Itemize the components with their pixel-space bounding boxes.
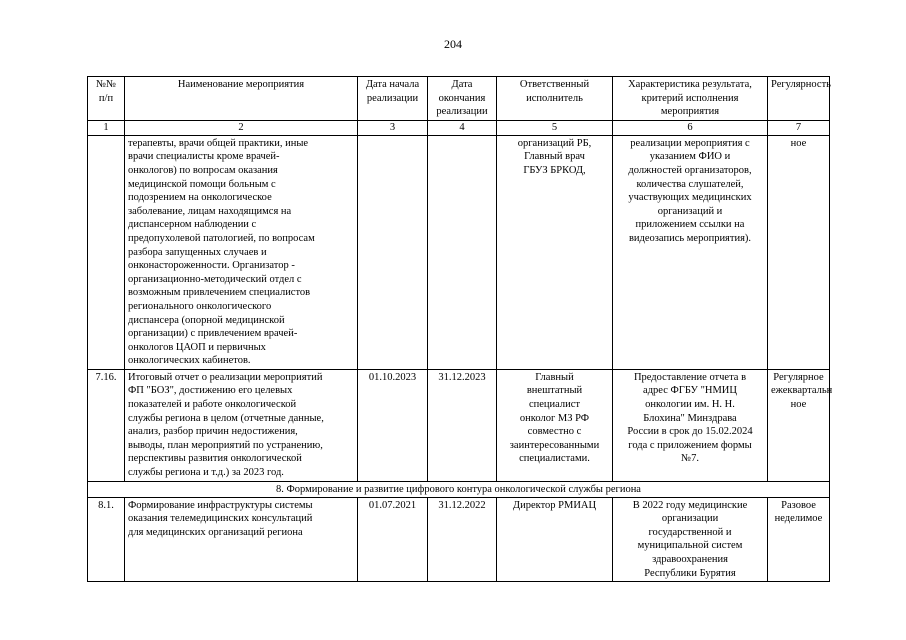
section-row xyxy=(88,481,830,497)
column-header: №№ п/п xyxy=(88,77,125,121)
start-date: 01.10.2023 xyxy=(358,369,428,481)
column-number: 6 xyxy=(613,120,768,135)
regularity: ное xyxy=(768,135,830,369)
result-criteria: В 2022 году медицинские организации государственной и муниципальной систем здравоохранения Республики Бурятия xyxy=(613,497,768,582)
responsible-executor: Директор РМИАЦ xyxy=(497,497,613,582)
column-header: Наименование мероприятия xyxy=(125,77,358,121)
row-number: 8.1. xyxy=(88,497,125,582)
start-date: 01.07.2021 xyxy=(358,497,428,582)
activity-name: терапевты, врачи общей практики, иные врачи специалисты кроме врачей- онкологов) по вопросам оказания медицинской помощи больным с подозрением на онкологическое заболевание, лицам находящимся на диспансерном наблюдении с предопухолевой патологией, по вопросам разбора запущенных случаев и онконастороженности. Организатор - организационно-методический отдел с возможным привлечением специалистов регионального онкологического диспансера (опорной медицинской организации) с привлечением врачей- онкологов ЦАОП и первичных онкологических кабинетов. xyxy=(125,135,358,369)
column-header: Дата окончания реализации xyxy=(428,77,497,121)
column-header: Характеристика результата, критерий исполнения мероприятия xyxy=(613,77,768,121)
end-date xyxy=(428,135,497,369)
header-row xyxy=(88,77,830,121)
activity-name: Итоговый отчет о реализации мероприятий ФП "БОЗ", достижению его целевых показателей и работе онкологической службы региона в целом (отчетные данные, анализ, разбор причин недостижения, выводы, план мероприятий по устранению, перспективы развития онкологической службы региона и т.д.) за 2023 год. xyxy=(125,369,358,481)
responsible-executor: организаций РБ, Главный врач ГБУЗ БРКОД, xyxy=(497,135,613,369)
table-body xyxy=(88,77,833,582)
action-plan-table xyxy=(87,76,833,582)
page-number: 204 xyxy=(444,37,462,51)
column-number-row xyxy=(88,120,830,135)
column-number: 7 xyxy=(768,120,830,135)
table-row xyxy=(88,497,830,582)
column-number: 2 xyxy=(125,120,358,135)
start-date xyxy=(358,135,428,369)
result-criteria: реализации мероприятия с указанием ФИО и должностей организаторов, количества слушателей, участвующих медицинских организаций и приложением ссылки на видеозапись мероприятия). xyxy=(613,135,768,369)
column-header: Дата начала реализации xyxy=(358,77,428,121)
table-row xyxy=(88,369,830,481)
row-number xyxy=(88,135,125,369)
end-date: 31.12.2023 xyxy=(428,369,497,481)
column-header: Регулярность xyxy=(768,77,830,121)
column-number: 1 xyxy=(88,120,125,135)
end-date: 31.12.2022 xyxy=(428,497,497,582)
row-number: 7.16. xyxy=(88,369,125,481)
section-title: 8. Формирование и развитие цифрового контура онкологической службы региона xyxy=(88,481,830,497)
responsible-executor: Главный внештатный специалист онколог МЗ РФ совместно с заинтересованными специалистами. xyxy=(497,369,613,481)
regularity: Разовое неделимое xyxy=(768,497,830,582)
column-header: Ответственный исполнитель xyxy=(497,77,613,121)
activity-name: Формирование инфраструктуры системы оказания телемедицинских консультаций для медицинских организаций региона xyxy=(125,497,358,582)
regularity: Регулярное ежеквартальн ное xyxy=(768,369,830,481)
table-row xyxy=(88,135,830,369)
column-number: 4 xyxy=(428,120,497,135)
column-number: 3 xyxy=(358,120,428,135)
column-number: 5 xyxy=(497,120,613,135)
result-criteria: Предоставление отчета в адрес ФГБУ "НМИЦ онкологии им. Н. Н. Блохина" Минздрава России в срок до 15.02.2024 года с приложением формы №7. xyxy=(613,369,768,481)
